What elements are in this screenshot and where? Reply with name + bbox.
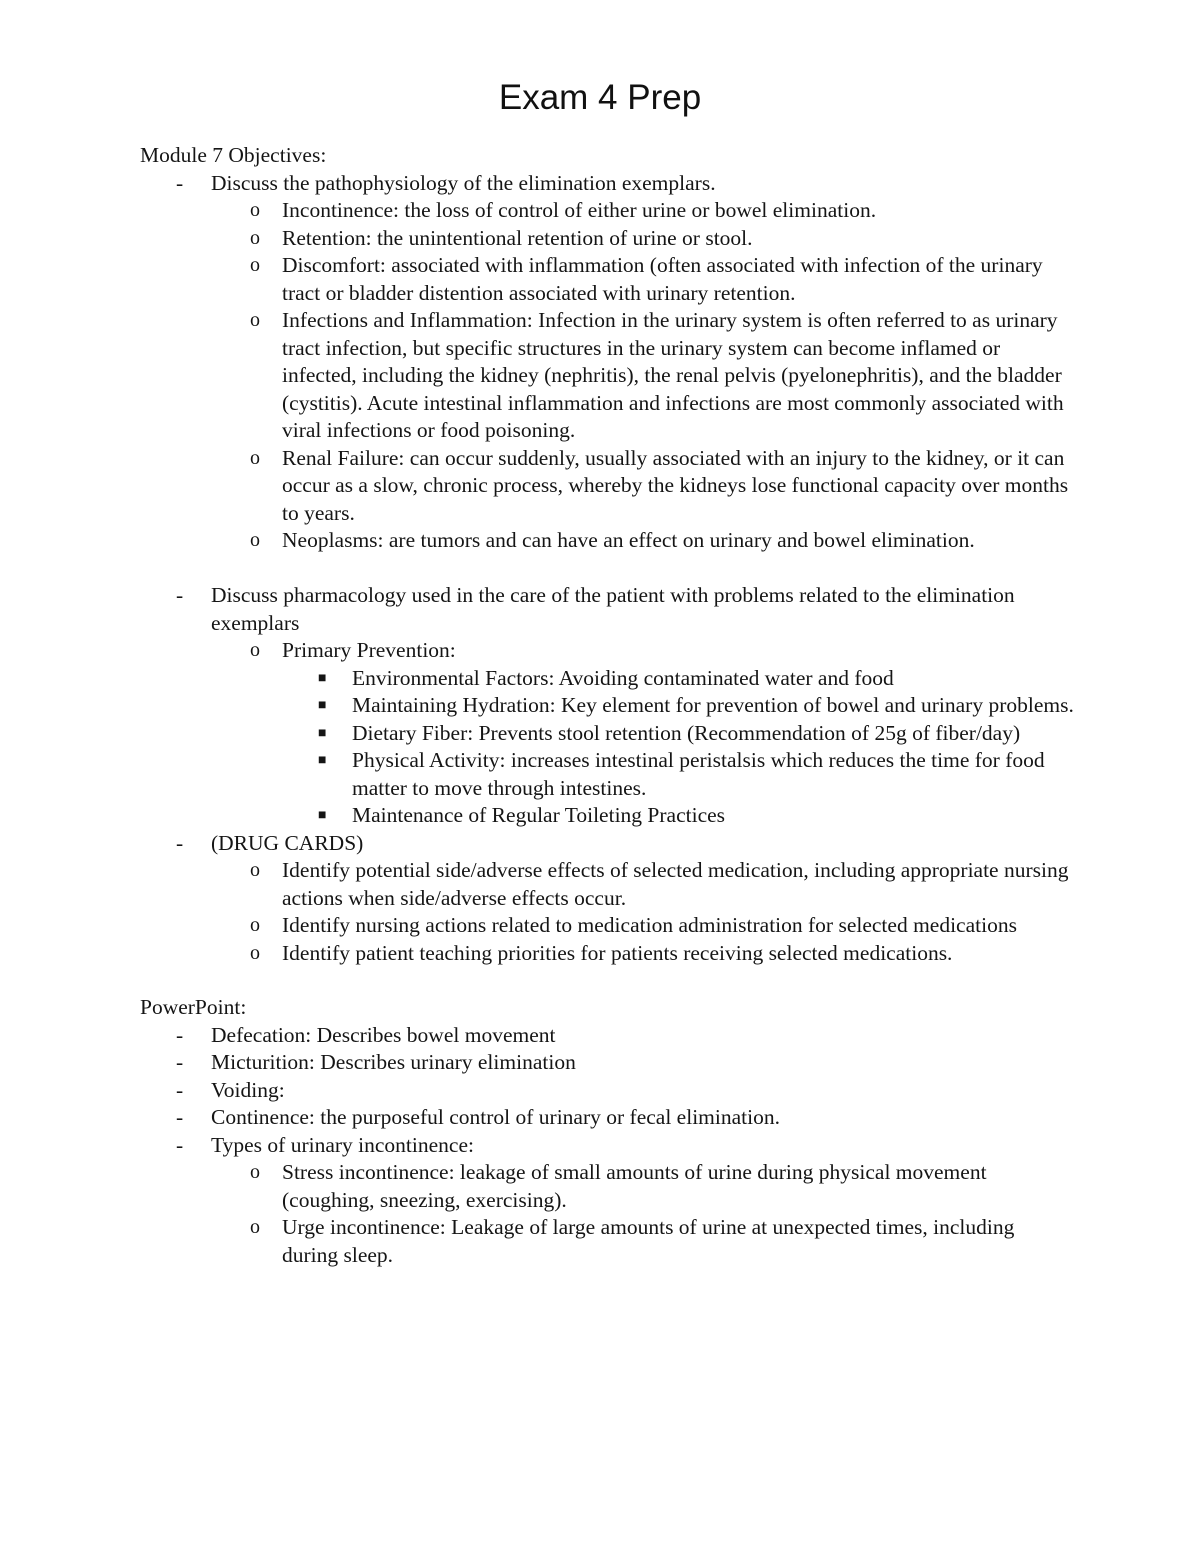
list-item: o Primary Prevention: [140, 637, 1075, 665]
pharmacology-list [140, 582, 1075, 967]
circle-bullet: o [250, 446, 260, 469]
spacer [140, 967, 1075, 994]
list-item: o Identify nursing actions related to medication administration for selected medications [140, 912, 1075, 940]
circle-bullet: o [250, 309, 260, 331]
dash-bullet: - [176, 1105, 184, 1129]
square-bullet: ■ [318, 808, 327, 823]
dash-bullet: - [176, 583, 184, 607]
circle-bullet: o [250, 941, 260, 964]
dash-bullet: - [176, 1077, 184, 1102]
list-item: ■ Dietary Fiber: Prevents stool retention (Recommendation of 25g of fiber/day) [140, 720, 1075, 748]
list-item: ■ Maintaining Hydration: Key element for prevention of bowel and urinary problems. [140, 692, 1075, 720]
square-bullet: ■ [318, 670, 327, 686]
list-item: - Discuss the pathophysiology of the elimination exemplars. [140, 170, 1075, 198]
dash-bullet: - [176, 1050, 184, 1074]
circle-bullet: o [250, 226, 260, 249]
circle-bullet: o [250, 639, 260, 661]
circle-bullet: o [250, 254, 260, 276]
list-item: o Discomfort: associated with inflammation (often associated with infection of the urinary tract or bladder distention associated with urinary retention. [250, 253, 1043, 305]
list-item: o Retention: the unintentional retention of urine or stool. [140, 225, 1075, 253]
circle-bullet: o [250, 859, 260, 881]
dash-bullet: - [176, 1132, 184, 1157]
module7-heading: Module 7 Objectives: [140, 143, 327, 167]
list-item: - Continence: the purposeful control of urinary or fecal elimination. [140, 1104, 1075, 1132]
powerpoint-list [140, 1022, 1075, 1270]
list-item: o Incontinence: the loss of control of either urine or bowel elimination. [140, 197, 1075, 225]
circle-bullet: o [250, 1216, 260, 1238]
module7-list [140, 170, 1075, 555]
list-item: - Micturition: Describes urinary elimination [140, 1049, 1075, 1077]
circle-bullet: o [250, 529, 260, 551]
document-title: Exam 4 Prep [498, 78, 702, 117]
list-item: - (DRUG CARDS) [140, 830, 1075, 858]
powerpoint-heading: PowerPoint: [140, 995, 247, 1019]
list-item: o Infections and Inflammation: Infection in the urinary system is often referred to as urinary tract infection, but specific structures in the urinary system can become inflamed or infected, including the kidney (nephritis), the renal pelvis (pyelonephritis), and the bladder (cystitis). Acute intestinal inflammation and infections are most commonly associated with viral infections or food poisoning. [250, 308, 1064, 442]
list-item: ■ Environmental Factors: Avoiding contaminated water and food [140, 665, 1075, 693]
list-item: ■ Physical Activity: increases intestinal peristalsis which reduces the time for food matter to move through intestines. [318, 748, 1045, 800]
list-item: - Defecation: Describes bowel movement [140, 1022, 1075, 1050]
dash-bullet: - [176, 830, 184, 855]
circle-bullet: o [250, 914, 260, 936]
dash-bullet: - [176, 1022, 184, 1047]
dash-bullet: - [176, 170, 184, 195]
list-item: - Voiding: [140, 1077, 1075, 1105]
list-item: o Urge incontinence: Leakage of large amounts of urine at unexpected times, including during sleep. [250, 1215, 1015, 1267]
list-item: - Discuss pharmacology used in the care of the patient with problems related to the elimination exemplars [176, 583, 1015, 635]
document-body [140, 142, 1075, 1269]
spacer [140, 555, 1075, 583]
list-item: o Identify potential side/adverse effects of selected medication, including appropriate nursing actions when side/adverse effects occur. [250, 858, 1069, 910]
circle-bullet: o [250, 1161, 260, 1183]
list-item: o Neoplasms: are tumors and can have an effect on urinary and bowel elimination. [140, 527, 1075, 555]
square-bullet: ■ [318, 725, 327, 741]
list-item: o Identify patient teaching priorities for patients receiving selected medications. [140, 940, 1075, 968]
square-bullet: ■ [318, 698, 327, 713]
list-item: o Stress incontinence: leakage of small amounts of urine during physical movement (coughing, sneezing, exercising). [250, 1160, 987, 1212]
square-bullet: ■ [318, 753, 327, 768]
list-item: - Types of urinary incontinence: [140, 1132, 1075, 1160]
list-item: o Renal Failure: can occur suddenly, usually associated with an injury to the kidney, or it can occur as a slow, chronic process, whereby the kidneys lose functional capacity over months to years. [250, 445, 1069, 525]
circle-bullet: o [250, 199, 260, 221]
list-item: ■ Maintenance of Regular Toileting Practices [140, 802, 1075, 830]
